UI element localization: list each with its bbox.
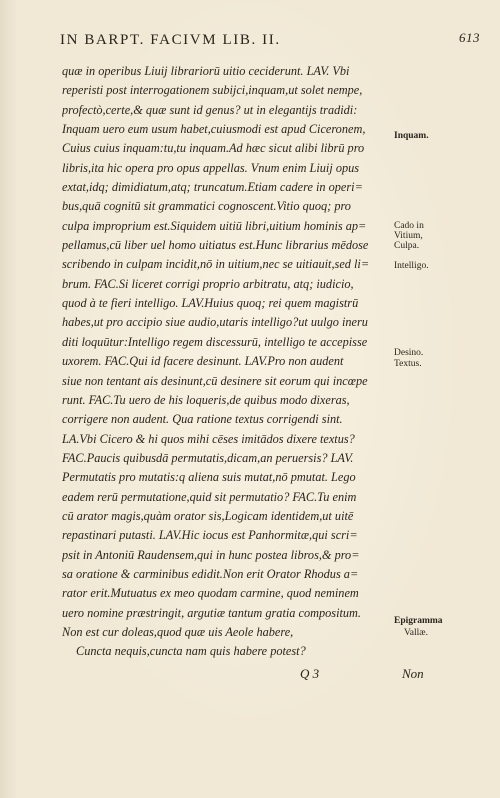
- text-line: Permutatis pro mutatis:q aliena suis mutat,nō pmutat. Lego: [62, 470, 356, 485]
- margin-note-textus: Textus.: [394, 359, 422, 369]
- catchword: Non: [402, 666, 424, 681]
- page-header: [60, 30, 480, 54]
- page-number: 613: [459, 30, 480, 45]
- text-line: siue non tentant ais desinunt,cū desinere sit eorum qui incœpe: [62, 373, 368, 388]
- text-line: profectò,certe,& quæ sunt id genus? ut in elegantijs tradidi:: [62, 102, 358, 117]
- text-line: Inquam uero eum usum habet,cuiusmodi est apud Ciceronem,: [62, 122, 366, 137]
- main-text-block: [62, 62, 392, 662]
- text-line: sa oratione & carminibus edidit.Non erit Orator Rhodus a=: [62, 566, 359, 581]
- text-line: habes,ut pro accipio siue audio,utaris intelligo?ut uulgo ineru: [62, 315, 368, 330]
- text-line: reperisti post interrogationem subijci,inquam,ut solet nempe,: [62, 83, 363, 98]
- running-title: IN BARPT. FACIVM LIB. II.: [60, 32, 281, 48]
- text-line: extat,idq; dimidiatum,atq; truncatum.Etiam cadere in operi=: [62, 180, 363, 195]
- text-line: psit in Antoniū Raudensem,qui in hunc postea libros,& pro=: [62, 547, 360, 562]
- text-line: libris,ita hic opera pro opus appellas. Vnum enim Liuij opus: [62, 160, 360, 175]
- text-line: bus,quā cognitū sit grammatici cognoscent.Vitio quoq; pro: [62, 199, 351, 214]
- text-line: uero nomine præstringit, argutiæ tantum gratia compositum.: [62, 605, 362, 620]
- text-line: runt. FAC.Tu uero de his loqueris,de quibus modo dixeras,: [62, 392, 350, 407]
- text-line: corrigere non audent. Qua ratione textus corrigendi sint.: [62, 412, 343, 427]
- text-line: diti loquūtur:Intelligo regem discessurū, intelligo te accepisse: [62, 334, 368, 349]
- text-line: quod à te fieri intelligo. LAV.Huius quoq; rei quem magistrū: [62, 296, 359, 311]
- margin-note-cado: Cado in: [394, 221, 424, 231]
- margin-note-inquam: Inquam.: [394, 131, 429, 141]
- signature-mark: Q 3: [300, 666, 320, 681]
- text-line: Cuius cuius inquam:tu,tu inquam.Ad hæc sicut alibi librū pro: [62, 141, 365, 156]
- text-line: quæ in operibus Liuij librariorū uitio ceciderunt. LAV. Vbi: [62, 64, 350, 78]
- verse-line: Cuncta nequis,cuncta nam quis habere potest?: [76, 644, 306, 659]
- text-line: FAC.Paucis quibusdā permutatis,dicam,an peruersis? LAV.: [62, 450, 354, 465]
- margin-note-intelligo: Intelligo.: [394, 261, 429, 271]
- margin-note-epigramma: Epigramma: [394, 616, 443, 626]
- text-line: repastinari putasti. LAV.Hic iocus est Panhormitæ,qui scri=: [62, 528, 358, 543]
- margin-note-desino: Desino.: [394, 348, 424, 358]
- text-line: culpa improprium est.Siquidem uitiū libri,uitium hominis ap=: [62, 218, 367, 233]
- margin-note-culpa: Culpa.: [394, 241, 420, 251]
- margin-note-vitium: Vitium,: [394, 231, 423, 241]
- text-line: LA.Vbi Cicero & hi quos mihi cēses imitādos dixere textus?: [62, 431, 355, 446]
- text-line: brum. FAC.Si liceret corrigi proprio arbitratu, atq; iudicio,: [62, 276, 354, 291]
- verse-line: Non est cur doleas,quod quæ uis Aeole habere,: [62, 624, 294, 639]
- text-line: cū arator magis,quàm orator sis,Logicam identidem,ut uitē: [62, 508, 354, 523]
- text-line: rator erit.Mutuatus ex meo quodam carmine, quod neminem: [62, 586, 359, 601]
- margin-note-vallae: Vallæ.: [404, 628, 429, 638]
- text-line: scribendo in culpam incidit,nō in uitium,nec se uitiauit,sed li=: [62, 257, 370, 272]
- text-line: uxorem. FAC.Qui id facere desinunt. LAV.Pro non audent: [62, 354, 344, 369]
- text-line: pellamus,cū liber uel homo uitiatus est.Hunc librarius mēdose: [62, 238, 369, 253]
- text-line: eadem rerū permutatione,quid sit permutatio? FAC.Tu enim: [62, 489, 357, 504]
